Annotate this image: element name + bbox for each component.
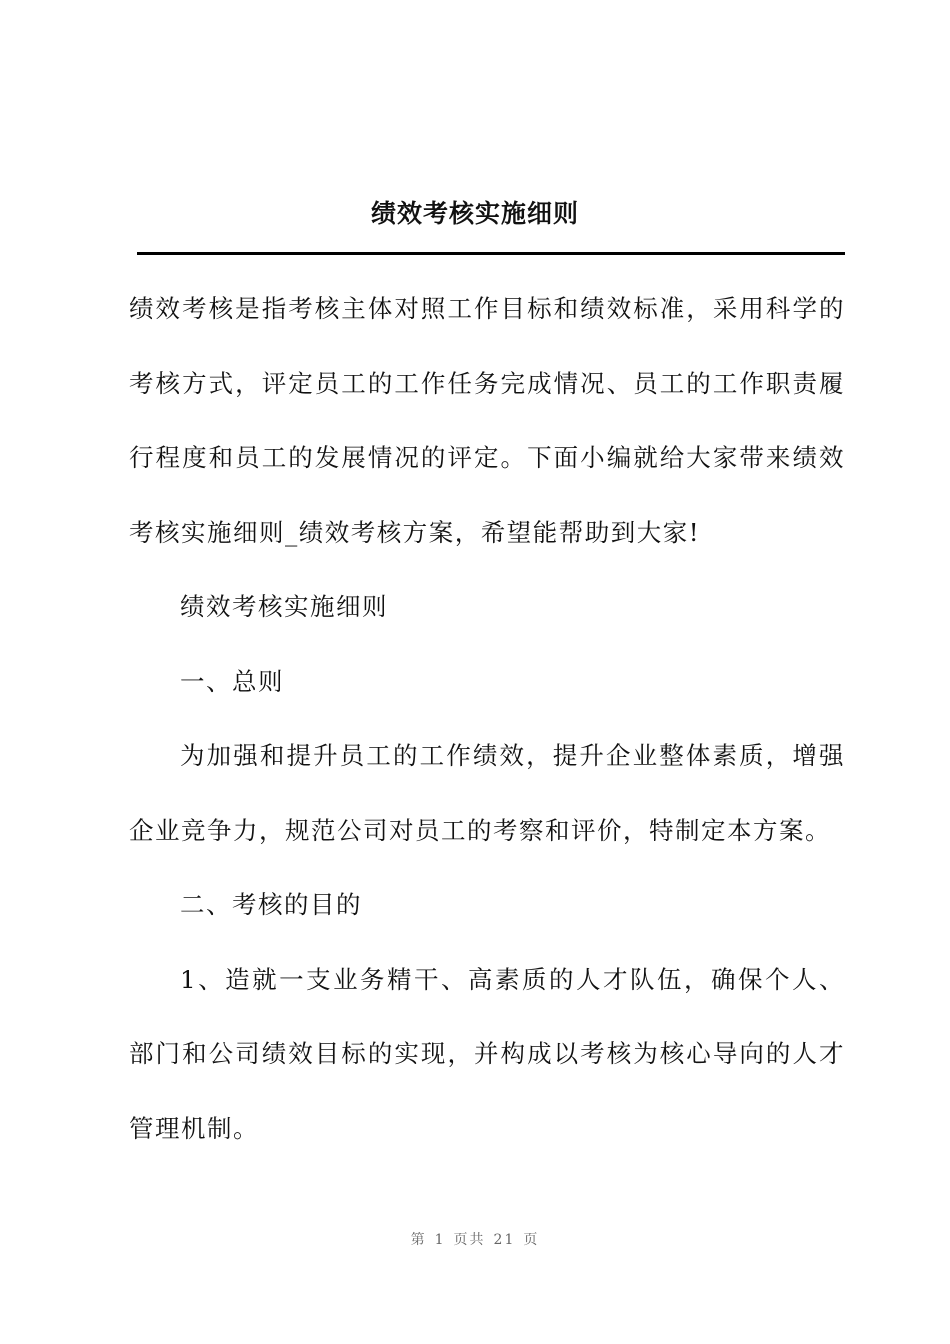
general-paragraph: 为加强和提升员工的工作绩效，提升企业整体素质，增强企业竞争力，规范公司对员工的考察和评价，特制定本方案。 <box>129 741 845 845</box>
document-body <box>129 272 845 1166</box>
page-label-middle: 页共 <box>453 1232 486 1248</box>
page-label-suffix: 页 <box>523 1232 540 1248</box>
intro-paragraph: 绩效考核是指考核主体对照工作目标和绩效标准，采用科学的考核方式，评定员工的工作任务完成情况、员工的工作职责履行程度和员工的发展情况的评定。下面小编就给大家带来绩效考核实施细则_绩效考核方案，希望能帮助到大家! <box>129 294 845 547</box>
document-title: 绩效考核实施细则 <box>370 199 579 228</box>
section-heading-purpose: 二、考核的目的 <box>180 890 362 919</box>
title-divider <box>137 252 845 255</box>
total-pages-number: 21 <box>493 1232 516 1248</box>
page-footer <box>0 1230 950 1250</box>
purpose-item-1: 1、造就一支业务精干、高素质的人才队伍，确保个人、部门和公司绩效目标的实现，并构成以考核为核心导向的人才管理机制。 <box>129 964 845 1143</box>
section-heading-general: 一、总则 <box>180 666 284 696</box>
current-page-number: 1 <box>434 1232 446 1248</box>
page-label-prefix: 第 <box>410 1232 427 1248</box>
section-heading: 绩效考核实施细则 <box>180 592 388 621</box>
